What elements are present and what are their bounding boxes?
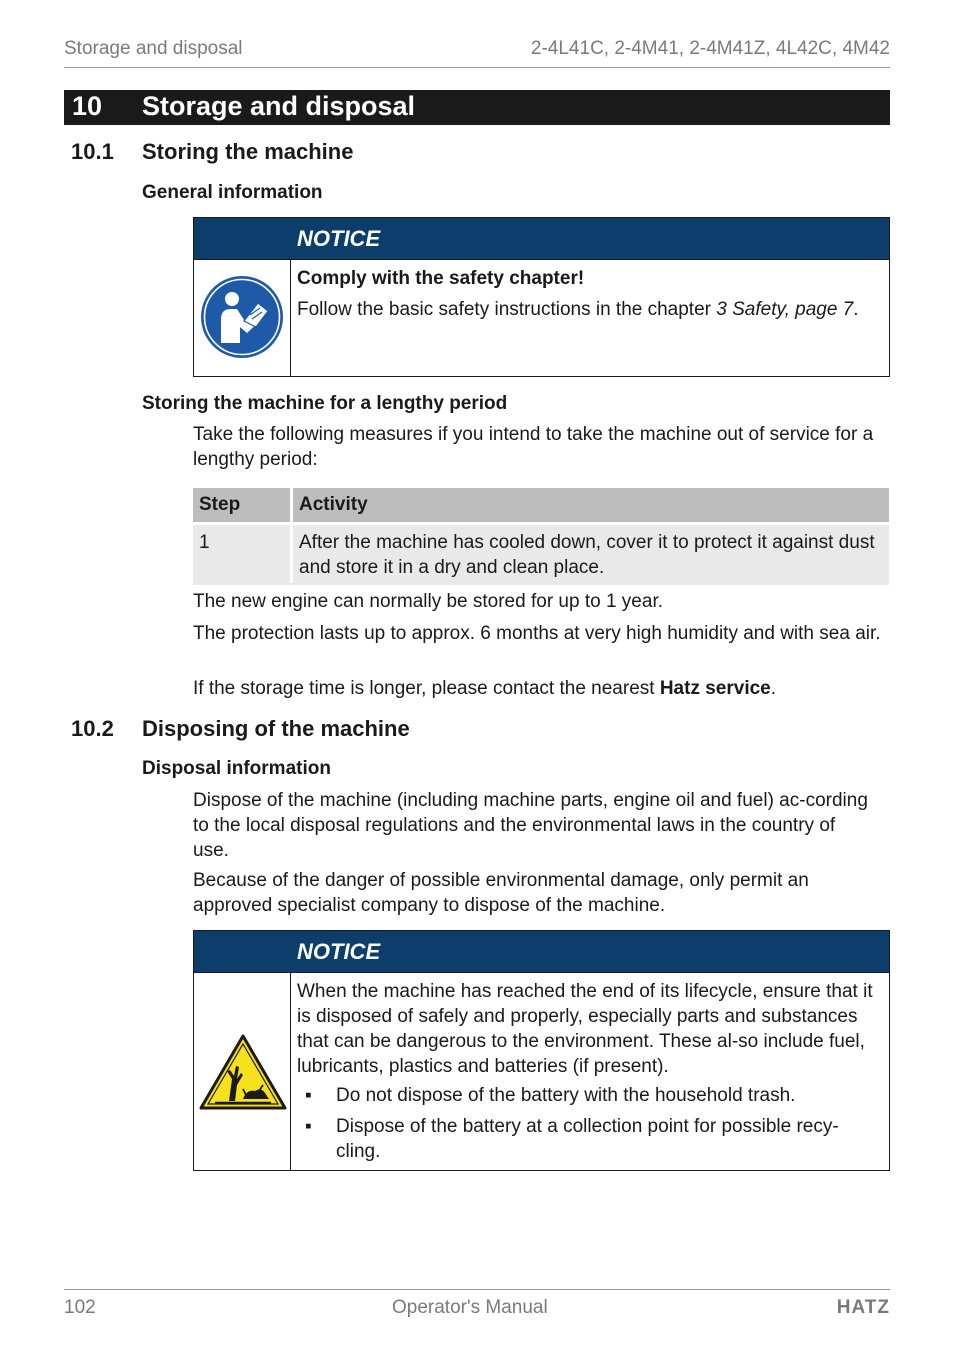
notice-text-cell [297, 260, 889, 322]
paragraph-specialist: Because of the danger of possible environmental damage, only permit an approved specialist company to dispose of the machine. [193, 870, 809, 916]
steps-table [193, 485, 889, 588]
paragraph-storage-duration: The new engine can normally be stored for up to 1 year. [193, 591, 663, 612]
paragraph-dispose: Dispose of the machine (including machine parts, engine oil and fuel) ac-cording to the local disposal regulations and the environmental laws in the country of use. [193, 790, 868, 861]
notice-body-text: Follow the basic safety instructions in the chapter [297, 299, 717, 320]
section-number: 10.1 [71, 139, 114, 164]
notice-heading: Comply with the safety chapter! [297, 268, 585, 289]
section-number-2: 10.2 [71, 716, 114, 741]
table-header-step: Step [193, 488, 293, 522]
notice-text-cell-2 [297, 973, 889, 1164]
notice-label: NOTICE [297, 226, 381, 251]
notice-icon-cell [194, 260, 291, 376]
paragraph-contact [193, 676, 883, 701]
hatz-service-text: Hatz service [659, 678, 771, 699]
section-title: Storing the machine [142, 139, 354, 164]
footer-manual-title: Operator's Manual [392, 1297, 548, 1318]
subheading-disposal: Disposal information [142, 758, 331, 779]
running-header-right: 2-4L41C, 2-4M41, 2-4M41Z, 4L42C, 4M42 [530, 38, 890, 59]
paragraph-humidity: The protection lasts up to approx. 6 months at very high humidity and with sea air. [193, 623, 881, 644]
notice-header-2 [194, 931, 889, 972]
list-item: ▪ Do not dispose of the battery with the household trash. [297, 1083, 881, 1108]
footer-divider [64, 1289, 890, 1290]
table-row [193, 525, 889, 585]
table-header-row [193, 488, 889, 522]
section-title-2: Disposing of the machine [142, 716, 410, 741]
notice-body-2: When the machine has reached the end of its lifecycle, ensure that it is disposed of safely and properly, especially parts and substances that can be dangerous to the environment. These al-so include fuel, lubricants, plastics and batteries (if present). [297, 981, 873, 1077]
table-cell-step: 1 [193, 525, 293, 585]
environmental-hazard-icon [199, 1033, 287, 1111]
chapter-number: 10 [72, 91, 103, 121]
list-item: ▪ Dispose of the battery at a collection point for possible recy-cling. [297, 1114, 881, 1164]
notice-box-2 [193, 930, 890, 1171]
subheading-general: General information [142, 182, 323, 203]
safety-chapter-link[interactable]: 3 Safety, page 7 [716, 299, 854, 320]
subheading-lengthy: Storing the machine for a lengthy period [142, 393, 508, 414]
contact-text-end: . [770, 678, 777, 699]
column-gap [290, 485, 293, 583]
read-manual-icon [200, 275, 284, 359]
page-number: 102 [64, 1297, 96, 1318]
hatz-logo: HATZ [836, 1297, 890, 1318]
table-cell-activity: After the machine has cooled down, cover it to protect it against dust and store it in a dry and clean place. [293, 525, 889, 585]
notice-label-2: NOTICE [297, 939, 381, 964]
chapter-title: Storage and disposal [142, 91, 416, 121]
chapter-title-bar [64, 90, 890, 125]
running-header-left: Storage and disposal [64, 38, 243, 59]
notice-icon-cell-2 [194, 973, 291, 1170]
bullet-list [297, 1083, 881, 1164]
notice-body [297, 297, 881, 322]
notice-box [193, 217, 890, 377]
header-divider [64, 67, 890, 68]
notice-body-end: . [853, 299, 859, 320]
table-header-activity: Activity [293, 488, 889, 522]
notice-header [194, 218, 889, 259]
lengthy-intro: Take the following measures if you intend to take the machine out of service for a lengthy period: [193, 424, 874, 470]
contact-text: If the storage time is longer, please contact the nearest [193, 678, 660, 699]
